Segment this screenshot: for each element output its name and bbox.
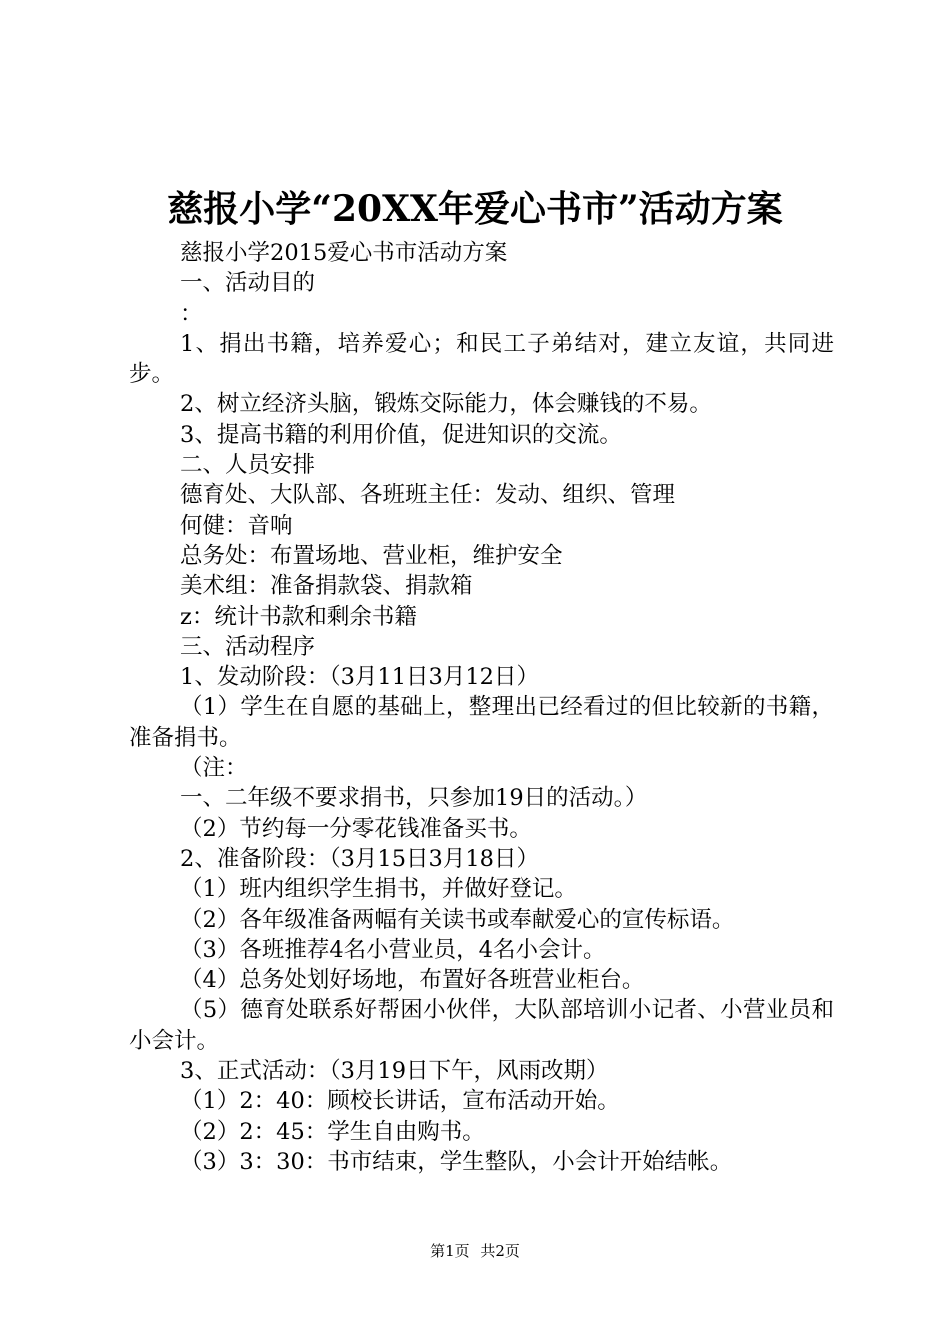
paragraph: （2）2：45：学生自由购书。 (180, 1118, 485, 1145)
paragraph: （2）各年级准备两幅有关读书或奉献爱心的宣传标语。 (180, 906, 735, 933)
paragraph: 美术组：准备捐款袋、捐款箱 (180, 573, 473, 600)
paragraph: 何健：音响 (180, 512, 293, 539)
paragraph: （1）2：40：顾校长讲话，宣布活动开始。 (180, 1088, 620, 1115)
page-number: 第1页 (430, 1242, 470, 1260)
section-heading: 三、活动程序 (180, 633, 316, 660)
paragraph: （1）班内组织学生捐书，并做好登记。 (180, 876, 577, 903)
paragraph: 1、捐出书籍，培养爱心；和民工子弟结对，建立友谊，共同进步。 (129, 330, 834, 388)
paragraph: 慈报小学2015爱心书市活动方案 (180, 240, 508, 266)
section-heading: 一、活动目的 (180, 270, 316, 297)
paragraph: z：统计书款和剩余书籍 (180, 603, 417, 630)
paragraph: （3）3：30：书市结束，学生整队，小会计开始结帐。 (180, 1148, 733, 1175)
paragraph: （2）节约每一分零花钱准备买书。 (180, 815, 532, 842)
paragraph: 3、正式活动：（3月19日下午，风雨改期） (180, 1058, 609, 1085)
paragraph: 总务处：布置场地、营业柜，维护安全 (180, 542, 563, 569)
paragraph: （3）各班推荐4名小营业员，4名小会计。 (180, 936, 606, 963)
paragraph: ： (180, 300, 203, 327)
paragraph: 一、二年级不要求捐书，只参加19日的活动。） (180, 785, 648, 812)
paragraph: 1、发动阶段：（3月11日3月12日） (180, 664, 539, 691)
page-total: 共2页 (480, 1242, 520, 1260)
paragraph: （注： (180, 755, 248, 782)
paragraph: （1）学生在自愿的基础上，整理出已经看过的但比较新的书籍，准备捐书。 (129, 694, 834, 751)
paragraph: （4）总务处划好场地，布置好各班营业柜台。 (180, 967, 645, 994)
document-title: 慈报小学“20XX年爱心书市”活动方案 (167, 188, 783, 230)
section-heading: 二、人员安排 (180, 452, 316, 479)
paragraph: 2、准备阶段：（3月15日3月18日） (180, 845, 539, 872)
paragraph: 2、树立经济头脑，锻炼交际能力，体会赚钱的不易。 (180, 391, 712, 418)
paragraph: 3、提高书籍的利用价值，促进知识的交流。 (180, 421, 622, 448)
paragraph: 德育处、大队部、各班班主任：发动、组织、管理 (180, 482, 676, 509)
paragraph: （5）德育处联系好帮困小伙伴，大队部培训小记者、小营业员和小会计。 (129, 997, 834, 1054)
document-body (129, 238, 834, 1177)
page-footer (0, 1240, 950, 1262)
